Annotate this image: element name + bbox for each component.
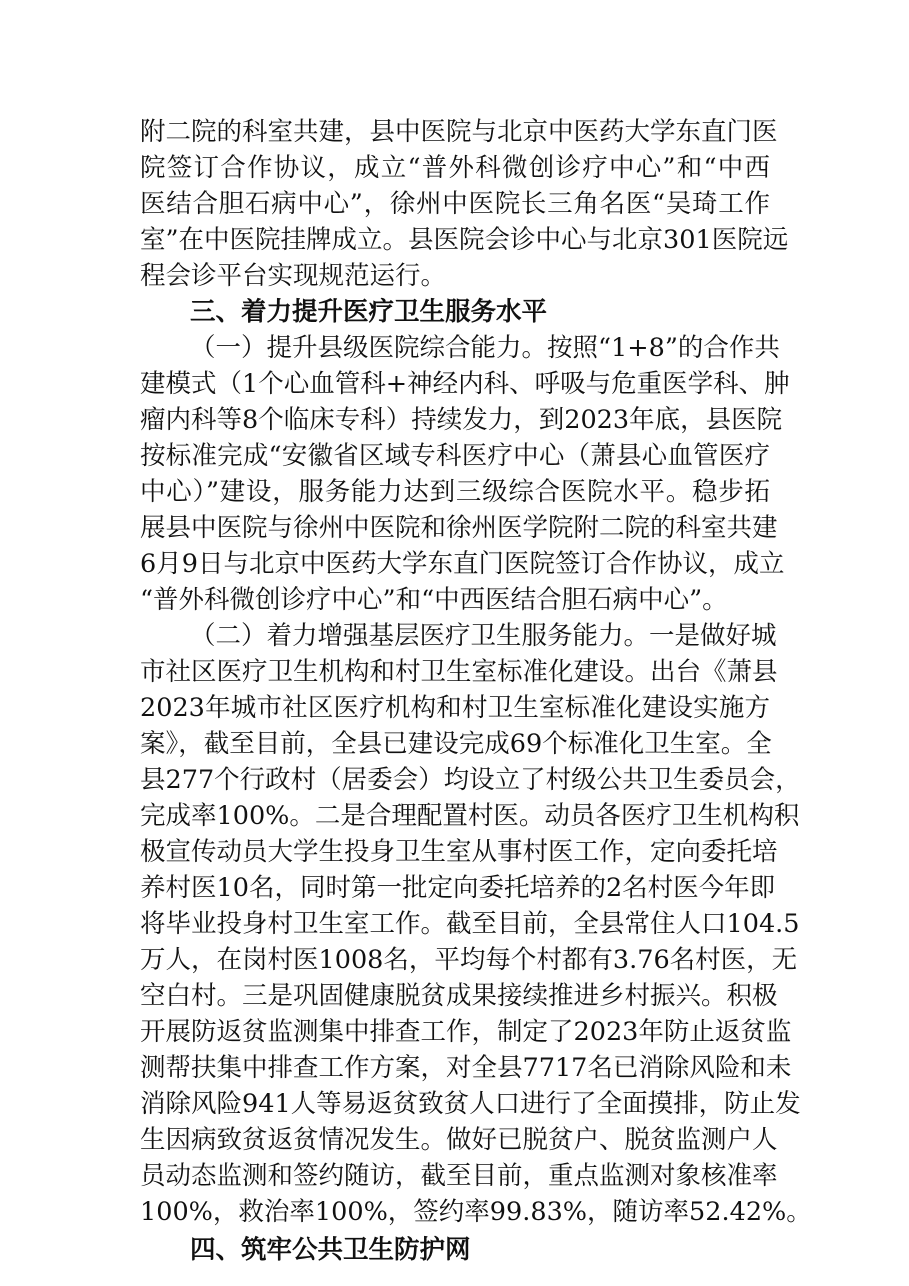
paragraph-line: 程会诊平台实现规范运行。	[140, 261, 447, 291]
paragraph-line: 6月9日与北京中医药大学东直门医院签订合作协议，成立	[140, 549, 785, 579]
paragraph-line: 将毕业投身村卫生室工作。截至目前，全县常住人口104.5	[140, 909, 800, 939]
paragraph-line: 极宣传动员大学生投身卫生室从事村医工作，定向委托培	[140, 837, 778, 867]
paragraph-line: 100%，救治率100%，签约率99.83%，随访率52.42%。	[140, 1197, 812, 1227]
section-heading-4: 四、筑牢公共卫生防护网	[190, 1235, 471, 1265]
paragraph-line: 消除风险941人等易返贫致贫人口进行了全面摸排，防止发	[140, 1089, 801, 1119]
paragraph-line: 生因病致贫返贫情况发生。做好已脱贫户、脱贫监测户人	[140, 1125, 778, 1155]
paragraph-line: 案》，截至目前，全县已建设完成69个标准化卫生室。全	[140, 729, 772, 759]
paragraph-line: 县277个行政村（居委会）均设立了村级公共卫生委员会，	[140, 765, 801, 795]
paragraph-line: 市社区医疗卫生机构和村卫生室标准化建设。出台《萧县	[140, 657, 778, 687]
paragraph-line: 建模式（1个心血管科+神经内科、呼吸与危重医学科、肿	[140, 369, 790, 399]
paragraph-line: 万人，在岗村医1008名，平均每个村都有3.76名村医，无	[140, 945, 798, 975]
paragraph-line: 院签订合作协议，成立“普外科微创诊疗中心”和“中西	[140, 153, 770, 183]
paragraph-line: 空白村。三是巩固健康脱贫成果接续推进乡村振兴。积极	[140, 981, 778, 1011]
subheading-line: （二）着力增强基层医疗卫生服务能力。一是做好城	[190, 621, 777, 651]
paragraph-line: “普外科微创诊疗中心”和“中西医结合胆石病中心”。	[140, 585, 728, 615]
paragraph-line: 员动态监测和签约随访，截至目前，重点监测对象核准率	[140, 1161, 778, 1191]
paragraph-line: 附二院的科室共建，县中医院与北京中医药大学东直门医	[140, 117, 778, 147]
paragraph-line: 开展防返贫监测集中排查工作，制定了2023年防止返贫监	[140, 1017, 792, 1047]
paragraph-line: 展县中医院与徐州中医院和徐州医学院附二院的科室共建	[140, 513, 778, 543]
paragraph-line: 医结合胆石病中心”，徐州中医院长三角名医“吴琦工作	[140, 189, 770, 219]
paragraph-line: 中心）”建设，服务能力达到三级综合医院水平。稳步拓	[140, 477, 770, 507]
paragraph-line: 按标准完成“安徽省区域专科医疗中心（萧县心血管医疗	[140, 441, 770, 471]
paragraph-line: 2023年城市社区医疗机构和村卫生室标准化建设实施方	[140, 693, 770, 723]
paragraph-line: 瘤内科等8个临床专科）持续发力，到2023年底，县医院	[140, 405, 783, 435]
paragraph-line: 测帮扶集中排查工作方案，对全县7717名已消除风险和未	[140, 1053, 792, 1083]
section-heading-3: 三、着力提升医疗卫生服务水平	[190, 297, 548, 327]
paragraph-line: 室”在中医院挂牌成立。县医院会诊中心与北京301医院远	[140, 225, 789, 255]
paragraph-line: 养村医10名，同时第一批定向委托培养的2名村医今年即	[140, 873, 776, 903]
paragraph-line: 完成率100%。二是合理配置村医。动员各医疗卫生机构积	[140, 801, 800, 831]
subheading-line: （一）提升县级医院综合能力。按照“1+8”的合作共	[190, 333, 780, 363]
